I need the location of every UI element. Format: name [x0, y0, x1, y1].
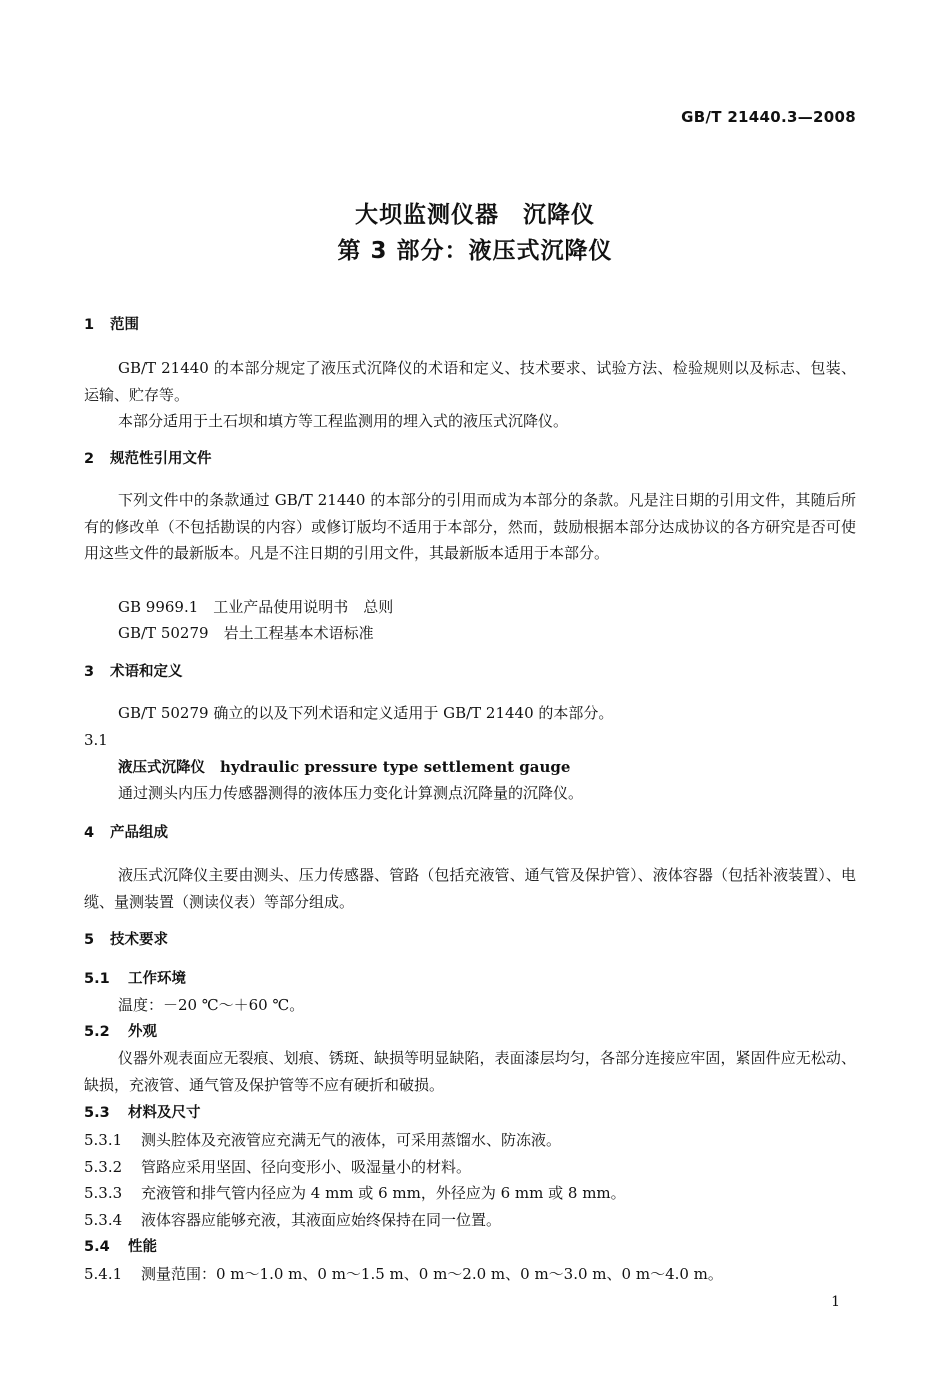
reference-title: 岩土工程基本术语标准: [223, 624, 374, 642]
page-number: 1: [831, 1294, 840, 1310]
term-entry: [118, 757, 570, 778]
clause-text: 液体容器应能够充液，其液面应始终保持在同一位置。: [141, 1211, 502, 1229]
section-title: 产品组成: [110, 825, 168, 841]
clause-5-3-4: [84, 1210, 501, 1230]
clause-number: 5.1: [84, 971, 110, 987]
clause-5-4-heading: [84, 1237, 157, 1257]
section-1-heading: [84, 315, 139, 335]
clause-number: 5.3.2: [84, 1158, 123, 1176]
clause-text: 管路应采用坚固、径向变形小、吸湿量小的材料。: [141, 1158, 472, 1176]
clause-text: 充液管和排气管内径应为 4 mm 或 6 mm，外径应为 6 mm 或 8 mm。: [141, 1184, 626, 1202]
term-english: hydraulic pressure type settlement gauge: [220, 758, 571, 776]
clause-number: 5.3.3: [84, 1184, 123, 1202]
clause-number: 5.4.1: [84, 1265, 123, 1283]
section-3-paragraph-1: GB/T 50279 确立的以及下列术语和定义适用于 GB/T 21440 的本部分。: [118, 704, 614, 722]
section-number: 5: [84, 932, 95, 948]
term-chinese: 液压式沉降仪: [118, 760, 205, 776]
section-1-paragraph-2: 本部分适用于土石坝和填方等工程监测用的埋入式的液压式沉降仪。: [118, 412, 569, 430]
clause-5-4-1: [84, 1264, 723, 1284]
clause-text: 测量范围：0 m～1.0 m、0 m～1.5 m、0 m～2.0 m、0 m～3.0 m、0 m～4.0 m。: [141, 1265, 723, 1283]
term-definition: 通过测头内压力传感器测得的液体压力变化计算测点沉降量的沉降仪。: [118, 784, 584, 802]
clause-number: 5.2: [84, 1024, 110, 1040]
section-2-heading: [84, 449, 212, 469]
reference-code: GB/T 50279: [118, 624, 209, 642]
section-title: 技术要求: [110, 932, 168, 948]
section-1-paragraph-1: GB/T 21440 的本部分规定了液压式沉降仪的术语和定义、技术要求、试验方法、检验规则以及标志、包装、运输、贮存等。: [84, 359, 856, 404]
reference-code: GB 9969.1: [118, 598, 199, 616]
clause-5-2-heading: [84, 1022, 157, 1042]
section-2-paragraph-1: 下列文件中的条款通过 GB/T 21440 的本部分的引用而成为本部分的条款。凡是注日期的引用文件，其随后所有的修改单（不包括勘误的内容）或修订版均不适用于本部分，然而，鼓励根据本部分达成协议的各方研究是否可使用这些文件的最新版本。凡是不注日期的引用文件，其最新版本适用于本部分。: [84, 491, 856, 562]
reference-1: [118, 597, 393, 617]
clause-number: 5.3.1: [84, 1131, 123, 1149]
clause-title: 工作环境: [128, 971, 186, 987]
reference-title: 工业产品使用说明书 总则: [213, 598, 394, 616]
clause-number: 5.4: [84, 1239, 110, 1255]
clause-5-1-text: 温度：－20 ℃～＋60 ℃。: [118, 996, 305, 1014]
clause-3-1-number: 3.1: [84, 731, 108, 749]
clause-5-3-2: [84, 1157, 471, 1177]
section-number: 1: [84, 317, 95, 333]
document-title-line2: 第 3 部分：液压式沉降仪: [337, 238, 613, 264]
clause-title: 外观: [128, 1024, 157, 1040]
clause-number: 5.3.4: [84, 1211, 123, 1229]
section-number: 4: [84, 825, 95, 841]
section-number: 2: [84, 451, 95, 467]
clause-text: 测头腔体及充液管应充满无气的液体，可采用蒸馏水、防冻液。: [141, 1131, 562, 1149]
section-4-heading: [84, 823, 168, 843]
section-3-heading: [84, 662, 183, 682]
clause-5-2-text: 仪器外观表面应无裂痕、划痕、锈斑、缺损等明显缺陷，表面漆层均匀，各部分连接应牢固，紧固件应无松动、缺损，充液管、通气管及保护管等不应有硬折和破损。: [84, 1049, 856, 1094]
section-title: 规范性引用文件: [110, 451, 212, 467]
clause-5-3-1: [84, 1130, 561, 1150]
reference-2: [118, 623, 374, 643]
clause-5-3-3: [84, 1183, 626, 1203]
document-title-line1: 大坝监测仪器 沉降仪: [355, 202, 595, 228]
section-title: 范围: [110, 317, 139, 333]
standard-code: GB/T 21440.3—2008: [681, 108, 856, 126]
clause-title: 性能: [128, 1239, 157, 1255]
section-title: 术语和定义: [110, 664, 183, 680]
section-4-paragraph-1: 液压式沉降仪主要由测头、压力传感器、管路（包括充液管、通气管及保护管）、液体容器（包括补液装置）、电缆、量测装置（测读仪表）等部分组成。: [84, 866, 856, 911]
clause-number: 5.3: [84, 1105, 110, 1121]
clause-title: 材料及尺寸: [128, 1105, 201, 1121]
clause-5-3-heading: [84, 1103, 201, 1123]
clause-5-1-heading: [84, 969, 186, 989]
section-5-heading: [84, 930, 168, 950]
section-number: 3: [84, 664, 95, 680]
